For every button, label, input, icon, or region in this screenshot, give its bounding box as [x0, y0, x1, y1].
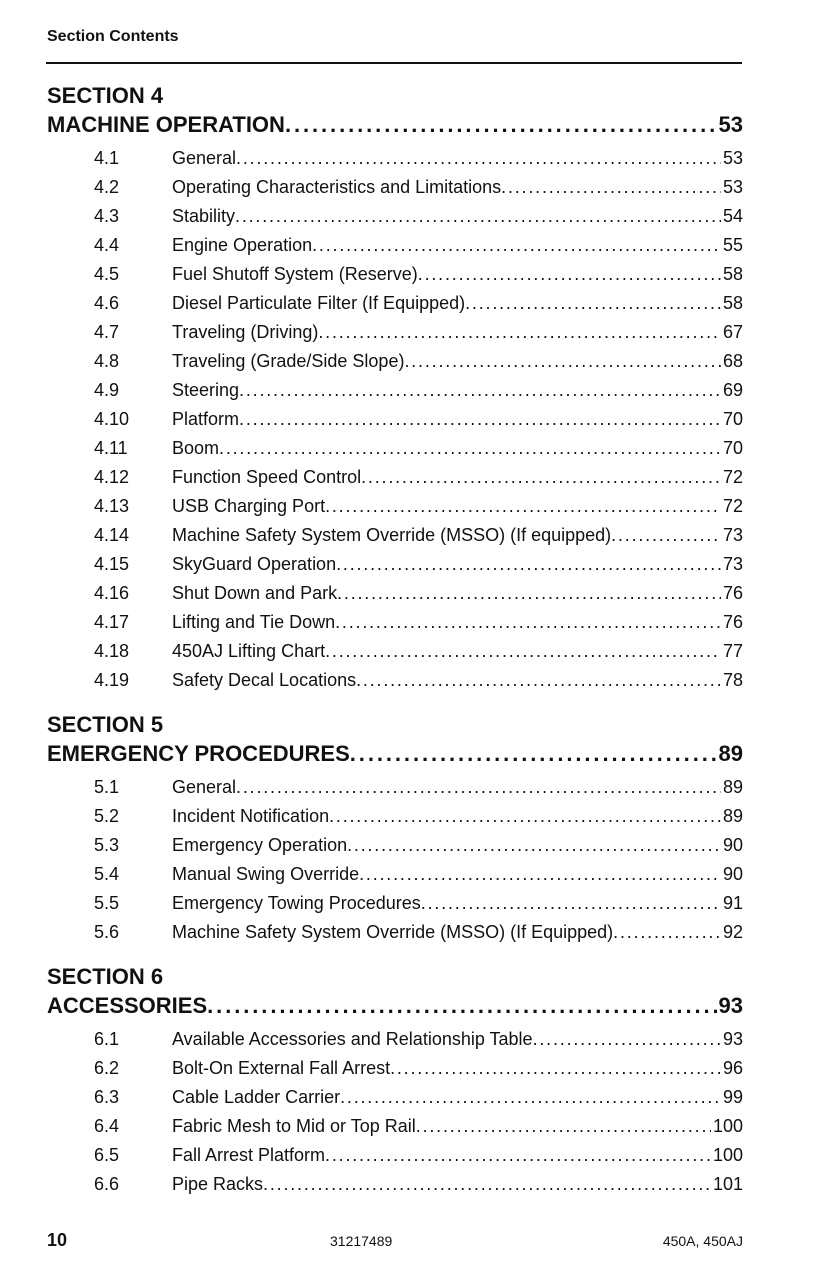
dot-leader [207, 991, 716, 1021]
entry-page: 73 [722, 525, 743, 545]
entry-number: 6.6 [94, 1174, 120, 1194]
entry-number: 4.6 [94, 293, 120, 313]
entry-title: Bolt-On External Fall Arrest [172, 1058, 391, 1078]
toc-entry[interactable] [47, 521, 743, 550]
entry-title: USB Charging Port [172, 496, 326, 516]
section-page: 53 [718, 112, 743, 137]
section-title: MACHINE OPERATION [47, 112, 285, 137]
toc-entry[interactable] [47, 860, 743, 889]
section-entries [47, 144, 743, 695]
entry-page: 90 [722, 864, 743, 884]
entry-title: Boom [172, 438, 220, 458]
entry-title: 450AJ Lifting Chart [172, 641, 326, 661]
dot-leader [318, 318, 721, 347]
entry-number: 4.17 [94, 612, 130, 632]
entry-title: Incident Notification [172, 806, 330, 826]
entry-number: 5.1 [94, 777, 120, 797]
entry-title: Safety Decal Locations [172, 670, 357, 690]
entry-title: Fuel Shutoff System (Reserve) [172, 264, 418, 284]
dot-leader [416, 1112, 711, 1141]
entry-title: Fabric Mesh to Mid or Top Rail [172, 1116, 416, 1136]
dot-leader [361, 463, 721, 492]
entry-number: 4.9 [94, 380, 120, 400]
entry-number: 4.5 [94, 264, 120, 284]
entry-number: 4.2 [94, 177, 120, 197]
entry-title: SkyGuard Operation [172, 554, 337, 574]
toc-entry[interactable] [47, 918, 743, 947]
entry-number: 4.3 [94, 206, 120, 226]
entry-number: 4.16 [94, 583, 130, 603]
dot-leader [390, 1054, 721, 1083]
toc-entry[interactable] [47, 637, 743, 666]
entry-title: Cable Ladder Carrier [172, 1087, 341, 1107]
entry-number: 4.4 [94, 235, 120, 255]
entry-title: Emergency Operation [172, 835, 348, 855]
entry-title: Lifting and Tie Down [172, 612, 336, 632]
entry-page: 55 [722, 235, 743, 255]
entry-page: 90 [722, 835, 743, 855]
entry-title: Available Accessories and Relationship Table [172, 1029, 533, 1049]
entry-number: 5.3 [94, 835, 120, 855]
entry-page: 89 [722, 777, 743, 797]
header-divider [46, 62, 742, 64]
entry-page: 73 [722, 554, 743, 574]
toc-entry[interactable] [47, 405, 743, 434]
dot-leader [421, 889, 721, 918]
entry-title: Traveling (Grade/Side Slope) [172, 351, 405, 371]
entry-number: 5.6 [94, 922, 120, 942]
entry-title: Machine Safety System Override (MSSO) (If equipped) [172, 525, 612, 545]
entry-number: 6.5 [94, 1145, 120, 1165]
entry-number: 5.4 [94, 864, 120, 884]
entry-page: 72 [722, 496, 743, 516]
dot-leader [325, 637, 721, 666]
entry-page: 67 [722, 322, 743, 342]
entry-number: 6.3 [94, 1087, 120, 1107]
dot-leader [336, 550, 721, 579]
dot-leader [312, 231, 721, 260]
header-title: Section Contents [47, 28, 179, 45]
entry-page: 72 [722, 467, 743, 487]
toc-entry[interactable] [47, 579, 743, 608]
section-page: 93 [718, 993, 743, 1018]
entry-page: 76 [722, 612, 743, 632]
toc-entry[interactable] [47, 173, 743, 202]
section-number: SECTION 4 [47, 83, 164, 108]
dot-leader [329, 802, 721, 831]
dot-leader [337, 579, 721, 608]
entry-number: 4.1 [94, 148, 120, 168]
toc-entry[interactable] [47, 608, 743, 637]
entry-title: Fall Arrest Platform [172, 1145, 326, 1165]
toc-entry[interactable] [47, 1170, 743, 1199]
entry-title: Stability [172, 206, 236, 226]
entry-number: 4.8 [94, 351, 120, 371]
dot-leader [347, 831, 721, 860]
entry-page: 78 [722, 670, 743, 690]
footer-model: 450A, 450AJ [662, 1233, 743, 1249]
section-title: EMERGENCY PROCEDURES [47, 741, 350, 766]
entry-title: General [172, 148, 237, 168]
entry-page: 69 [722, 380, 743, 400]
dot-leader [404, 347, 721, 376]
toc-entry[interactable] [47, 376, 743, 405]
footer-document-number: 31217489 [330, 1233, 393, 1249]
footer-page-number: 10 [47, 1230, 68, 1250]
toc-entry[interactable] [47, 1141, 743, 1170]
entry-title: Shut Down and Park [172, 583, 338, 603]
entry-title: Emergency Towing Procedures [172, 893, 421, 913]
entry-number: 6.4 [94, 1116, 120, 1136]
entry-page: 70 [722, 438, 743, 458]
toc-entry[interactable] [47, 260, 743, 289]
toc-entry[interactable] [47, 550, 743, 579]
entry-page: 76 [722, 583, 743, 603]
section-entries [47, 773, 743, 947]
entry-page: 89 [722, 806, 743, 826]
dot-leader [325, 492, 721, 521]
dot-leader [613, 918, 721, 947]
entry-number: 4.10 [94, 409, 130, 429]
section-title-link[interactable] [47, 991, 743, 1021]
entry-title: Engine Operation [172, 235, 313, 255]
toc-entry[interactable] [47, 889, 743, 918]
entry-page: 91 [722, 893, 743, 913]
toc-entry[interactable] [47, 773, 743, 802]
dot-leader [239, 405, 721, 434]
entry-page: 70 [722, 409, 743, 429]
toc-entry[interactable] [47, 144, 743, 173]
entry-page: 100 [712, 1116, 743, 1136]
entry-page: 92 [722, 922, 743, 942]
entry-page: 68 [722, 351, 743, 371]
toc-entry[interactable] [47, 831, 743, 860]
entry-title: Traveling (Driving) [172, 322, 319, 342]
entry-number: 4.18 [94, 641, 130, 661]
entry-page: 77 [722, 641, 743, 661]
entry-page: 53 [722, 148, 743, 168]
entry-page: 93 [722, 1029, 743, 1049]
entry-number: 6.2 [94, 1058, 120, 1078]
entry-page: 54 [722, 206, 743, 226]
dot-leader [418, 260, 721, 289]
toc-entry[interactable] [47, 1054, 743, 1083]
section-number: SECTION 5 [47, 712, 164, 737]
toc-entry[interactable] [47, 1083, 743, 1112]
dot-leader [359, 860, 721, 889]
entry-number: 5.2 [94, 806, 120, 826]
entry-page: 101 [712, 1174, 743, 1194]
dot-leader [611, 521, 721, 550]
section-title-link[interactable] [47, 110, 743, 140]
toc-entry[interactable] [47, 1112, 743, 1141]
entry-number: 4.13 [94, 496, 130, 516]
entry-title: General [172, 777, 237, 797]
entry-page: 58 [722, 293, 743, 313]
dot-leader [350, 739, 717, 769]
entry-title: Steering [172, 380, 240, 400]
section-entries [47, 1025, 743, 1199]
dot-leader [465, 289, 721, 318]
entry-title: Pipe Racks [172, 1174, 264, 1194]
toc-entry[interactable] [47, 347, 743, 376]
entry-page: 53 [722, 177, 743, 197]
toc-entry[interactable] [47, 492, 743, 521]
dot-leader [340, 1083, 721, 1112]
entry-number: 5.5 [94, 893, 120, 913]
entry-title: Function Speed Control [172, 467, 362, 487]
dot-leader [325, 1141, 711, 1170]
section-4 [47, 82, 743, 695]
toc-entry[interactable] [47, 202, 743, 231]
dot-leader [235, 202, 721, 231]
dot-leader [285, 110, 717, 140]
toc-entry[interactable] [47, 1025, 743, 1054]
entry-number: 4.15 [94, 554, 130, 574]
dot-leader [263, 1170, 711, 1199]
toc-entry[interactable] [47, 463, 743, 492]
dot-leader [335, 608, 721, 637]
section-5 [47, 711, 743, 947]
dot-leader [533, 1025, 721, 1054]
toc-entry[interactable] [47, 434, 743, 463]
dot-leader [501, 173, 721, 202]
toc-entry[interactable] [47, 802, 743, 831]
entry-title: Manual Swing Override [172, 864, 360, 884]
entry-title: Platform [172, 409, 240, 429]
entry-number: 4.12 [94, 467, 130, 487]
dot-leader [239, 376, 721, 405]
entry-number: 4.11 [94, 438, 128, 458]
section-title: ACCESSORIES [47, 993, 208, 1018]
section-title-link[interactable] [47, 739, 743, 769]
dot-leader [236, 773, 721, 802]
section-6 [47, 963, 743, 1199]
entry-page: 58 [722, 264, 743, 284]
toc-entry[interactable] [47, 666, 743, 695]
entry-number: 4.14 [94, 525, 130, 545]
dot-leader [236, 144, 721, 173]
entry-title: Machine Safety System Override (MSSO) (If Equipped) [172, 922, 614, 942]
entry-page: 100 [712, 1145, 743, 1165]
entry-number: 4.7 [94, 322, 120, 342]
section-page: 89 [718, 741, 743, 766]
entry-page: 99 [722, 1087, 743, 1107]
entry-page: 96 [722, 1058, 743, 1078]
entry-number: 6.1 [94, 1029, 120, 1049]
entry-title: Diesel Particulate Filter (If Equipped) [172, 293, 466, 313]
dot-leader [356, 666, 721, 695]
section-number: SECTION 6 [47, 964, 164, 989]
entry-title: Operating Characteristics and Limitations [172, 177, 502, 197]
entry-number: 4.19 [94, 670, 130, 690]
toc-entry[interactable] [47, 318, 743, 347]
toc-entry[interactable] [47, 231, 743, 260]
dot-leader [219, 434, 721, 463]
toc-entry[interactable] [47, 289, 743, 318]
